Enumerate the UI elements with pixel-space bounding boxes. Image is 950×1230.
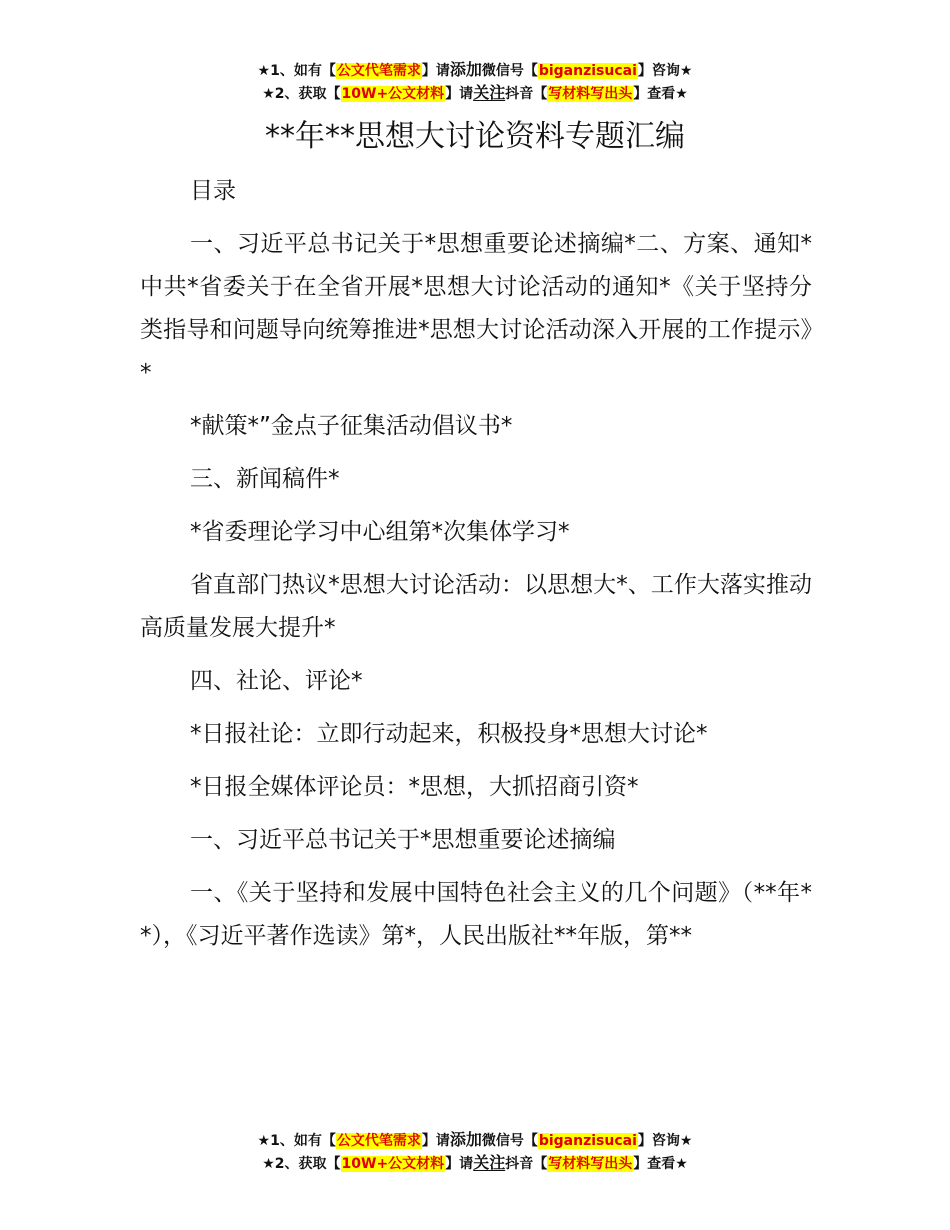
- promo-text: ★2、获取【: [262, 86, 341, 102]
- wechat-id-highlight: biganzisucai: [538, 1133, 637, 1149]
- paragraph: 一、习近平总书记关于*思想重要论述摘编*二、方案、通知*中共*省委关于在全省开展*思想大讨论活动的通知*《关于坚持分类指导和问题导向统筹推进*思想大讨论活动深入开展的工作提示》*: [140, 231, 812, 386]
- paragraph: 省直部门热议*思想大讨论活动：以思想大*、工作大落实推动高质量发展大提升*: [140, 572, 812, 641]
- document-body: [140, 170, 812, 968]
- promo-highlight: 公文代笔需求: [336, 1133, 421, 1149]
- promo-highlight: 10W+公文材料: [341, 1156, 445, 1172]
- promo-emphasis: 关注: [473, 83, 506, 102]
- promo-text: 】请: [421, 63, 450, 79]
- promo-text: ★2、获取【: [262, 1156, 341, 1172]
- promo-text: 】咨询★: [637, 63, 693, 79]
- promo-line-2: [0, 1152, 950, 1175]
- promo-header: [0, 59, 950, 105]
- douyin-id-highlight: 写材料写出头: [548, 1156, 633, 1172]
- paragraph: *省委理论学习中心组第*次集体学习*: [190, 519, 570, 545]
- paragraph: 一、《关于坚持和发展中国特色社会主义的几个问题》（**年**），《习近平著作选读》第*，人民出版社**年版，第**: [140, 880, 812, 949]
- promo-emphasis: 添加: [449, 1130, 482, 1149]
- section-heading: 三、新闻稿件*: [190, 466, 340, 492]
- promo-text: 微信号【: [481, 1133, 538, 1149]
- paragraph: *献策*”金点子征集活动倡议书*: [190, 413, 513, 439]
- promo-highlight: 公文代笔需求: [336, 63, 421, 79]
- promo-emphasis: 关注: [473, 1153, 506, 1172]
- promo-line-1: [0, 59, 950, 82]
- promo-text: 】查看★: [633, 86, 688, 102]
- promo-text: 】咨询★: [637, 1133, 693, 1149]
- promo-text: 抖音【: [505, 86, 548, 102]
- paragraph: *日报全媒体评论员：*思想，大抓招商引资*: [190, 774, 639, 800]
- promo-text: ★1、如有【: [257, 63, 336, 79]
- promo-line-2: [0, 82, 950, 105]
- document-title: **年**思想大讨论资料专题汇编: [265, 119, 685, 154]
- promo-highlight: 10W+公文材料: [341, 86, 445, 102]
- promo-text: 】请: [421, 1133, 450, 1149]
- promo-text: 】查看★: [633, 1156, 688, 1172]
- section-heading: 一、习近平总书记关于*思想重要论述摘编: [190, 827, 616, 853]
- promo-line-1: [0, 1129, 950, 1152]
- promo-text: 】请: [445, 1156, 474, 1172]
- promo-text: 】请: [445, 86, 474, 102]
- toc-heading: 目录: [190, 178, 236, 204]
- promo-emphasis: 添加: [449, 60, 482, 79]
- wechat-id-highlight: biganzisucai: [538, 63, 637, 79]
- promo-footer: [0, 1129, 950, 1175]
- promo-text: ★1、如有【: [257, 1133, 336, 1149]
- promo-text: 微信号【: [481, 63, 538, 79]
- promo-text: 抖音【: [505, 1156, 548, 1172]
- douyin-id-highlight: 写材料写出头: [548, 86, 633, 102]
- section-heading: 四、社论、评论*: [190, 668, 363, 694]
- paragraph: *日报社论：立即行动起来，积极投身*思想大讨论*: [190, 721, 708, 747]
